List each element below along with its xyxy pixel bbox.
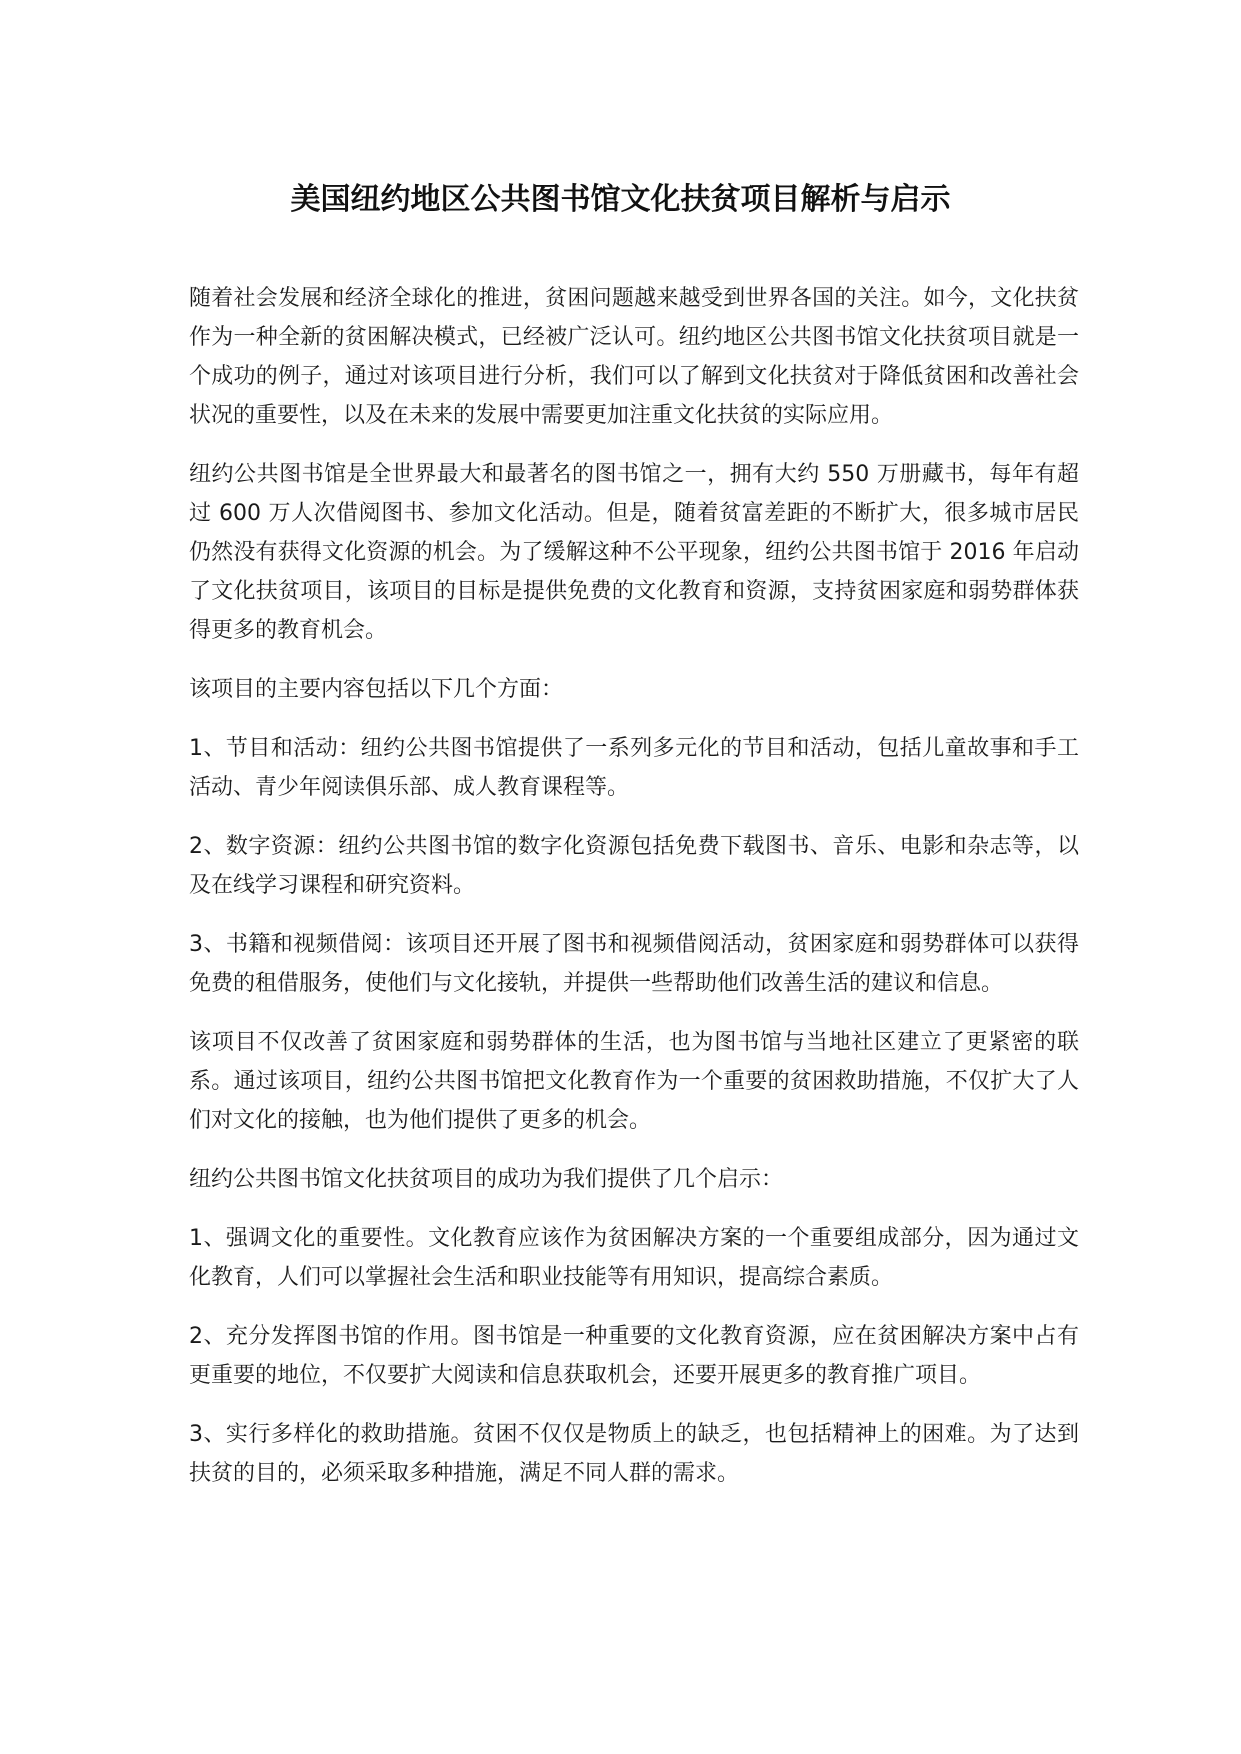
document-body — [189, 279, 1079, 1513]
paragraph-project-contents-heading: 该项目的主要内容包括以下几个方面： — [189, 677, 564, 702]
document-title: 美国纽约地区公共图书馆文化扶贫项目解析与启示 — [290, 182, 951, 217]
paragraph-insight-library-role: 2、充分发挥图书馆的作用。图书馆是一种重要的文化教育资源，应在贫困解决方案中占有更重要的地位，不仅要扩大阅读和信息获取机会，还要开展更多的教育推广项目。 — [189, 1324, 1079, 1388]
paragraph-item-digital-resources: 2、数字资源：纽约公共图书馆的数字化资源包括免费下载图书、音乐、电影和杂志等，以及在线学习课程和研究资料。 — [189, 834, 1079, 898]
paragraph-insight-culture: 1、强调文化的重要性。文化教育应该作为贫困解决方案的一个重要组成部分，因为通过文化教育，人们可以掌握社会生活和职业技能等有用知识，提高综合素质。 — [189, 1226, 1079, 1290]
paragraph-item-lending: 3、书籍和视频借阅：该项目还开展了图书和视频借阅活动，贫困家庭和弱势群体可以获得免费的租借服务，使他们与文化接轨，并提供一些帮助他们改善生活的建议和信息。 — [189, 932, 1079, 996]
paragraph-item-programs: 1、节目和活动：纽约公共图书馆提供了一系列多元化的节目和活动，包括儿童故事和手工活动、青少年阅读俱乐部、成人教育课程等。 — [189, 736, 1079, 800]
paragraph-intro: 随着社会发展和经济全球化的推进，贫困问题越来越受到世界各国的关注。如今，文化扶贫作为一种全新的贫困解决模式，已经被广泛认可。纽约地区公共图书馆文化扶贫项目就是一个成功的例子，通过对该项目进行分析，我们可以了解到文化扶贫对于降低贫困和改善社会状况的重要性，以及在未来的发展中需要更加注重文化扶贫的实际应用。 — [189, 286, 1079, 428]
paragraph-insights-heading: 纽约公共图书馆文化扶贫项目的成功为我们提供了几个启示： — [189, 1167, 784, 1192]
paragraph-project-impact: 该项目不仅改善了贫困家庭和弱势群体的生活，也为图书馆与当地社区建立了更紧密的联系。通过该项目，纽约公共图书馆把文化教育作为一个重要的贫困救助措施，不仅扩大了人们对文化的接触，也为他们提供了更多的机会。 — [189, 1030, 1079, 1133]
paragraph-insight-diverse-measures: 3、实行多样化的救助措施。贫困不仅仅是物质上的缺乏，也包括精神上的困难。为了达到扶贫的目的，必须采取多种措施，满足不同人群的需求。 — [189, 1422, 1079, 1486]
paragraph-library-background: 纽约公共图书馆是全世界最大和最著名的图书馆之一，拥有大约 550 万册藏书，每年有超过 600 万人次借阅图书、参加文化活动。但是，随着贫富差距的不断扩大，很多城市居民仍然没有获得文化资源的机会。为了缓解这种不公平现象，纽约公共图书馆于 2016 年启动了文化扶贫项目，该项目的目标是提供免费的文化教育和资源，支持贫困家庭和弱势群体获得更多的教育机会。 — [189, 462, 1079, 643]
